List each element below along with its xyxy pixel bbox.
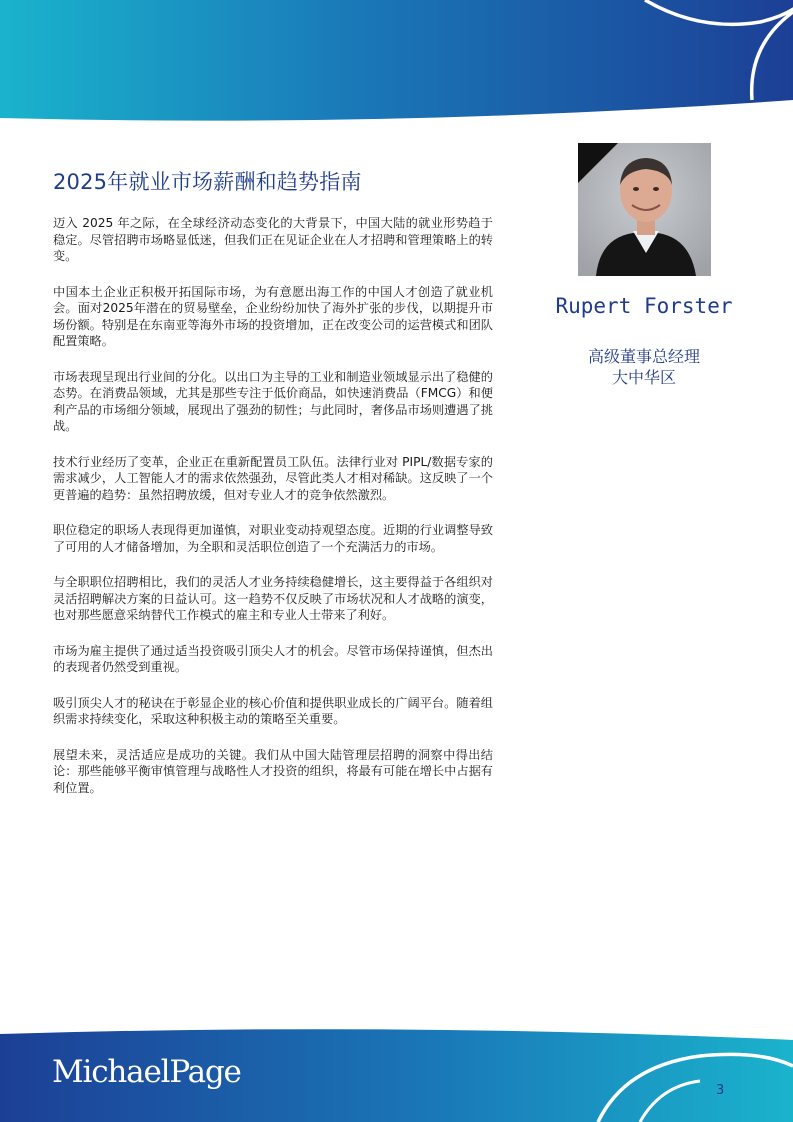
paragraph: 技术行业经历了变革，企业正在重新配置员工队伍。法律行业对 PIPL/数据专家的需求减少，人工智能人才的需求依然强劲，尽管此类人才相对稀缺。这反映了一个更普遍的趋势：虽然招聘放缓，但对专业人才的竞争依然激烈。 [53,454,493,502]
paragraph: 职位稳定的职场人表现得更加谨慎，对职业变动持观望态度。近期的行业调整导致了可用的人才储备增加，为全职和灵活职位创造了一个充满活力的市场。 [53,523,493,554]
profile-title-line: 高级董事总经理 [587,347,700,366]
paragraph: 吸引顶尖人才的秘诀在于彰显企业的核心价值和提供职业成长的广阔平台。随着组织需求持续变化，采取这种积极主动的策略至关重要。 [53,695,493,726]
page-number: 3 [716,1083,725,1098]
michael-page-logo: MichaelPage [52,1054,241,1090]
profile-photo [578,143,711,276]
paragraph: 与全职职位招聘相比，我们的灵活人才业务持续稳健增长，这主要得益于各组织对灵活招聘解决方案的日益认可。这一趋势不仅反映了市场状况和人才战略的演变，也对那些愿意采纳替代工作模式的雇主和专业人士带来了利好。 [53,575,493,622]
paragraph: 中国本土企业正积极开拓国际市场，为有意愿出海工作的中国人才创造了就业机会。面对2025年潜在的贸易壁垒，企业纷纷加快了海外扩张的步伐，以期提升市场份额。特别是在东南亚等海外市场的投资增加，正在改变公司的运营模式和团队配置策略。 [53,284,493,348]
header-wave-band [0,0,793,122]
portrait-illustration [578,143,711,276]
paragraph: 迈入 2025 年之际，在全球经济动态变化的大背景下，中国大陆的就业形势趋于稳定。尽管招聘市场略显低迷，但我们正在见证企业在人才招聘和管理策略上的转变。 [53,216,493,263]
paragraph: 市场表现呈现出行业间的分化。以出口为主导的工业和制造业领域显示出了稳健的态势。在消费品领域，尤其是那些专注于低价商品，如快速消费品（FMCG）和便利产品的市场细分领域，展现出了强劲的韧性；与此同时，奢侈品市场则遭遇了挑战。 [53,369,493,433]
article-body [53,215,493,815]
paragraph: 展望未来，灵活适应是成功的关键。我们从中国大陆管理层招聘的洞察中得出结论：那些能够平衡审慎管理与战略性人才投资的组织，将最有可能在增长中占据有利位置。 [53,747,493,795]
page-title: 2025年就业市场薪酬和趋势指南 [53,170,362,194]
profile-name: Rupert Forster [555,294,733,318]
paragraph: 市场为雇主提供了通过适当投资吸引顶尖人才的机会。尽管市场保持谨慎，但杰出的表现者仍然受到重视。 [53,643,493,674]
profile-title [540,346,748,388]
profile-region-line: 大中华区 [611,368,676,387]
